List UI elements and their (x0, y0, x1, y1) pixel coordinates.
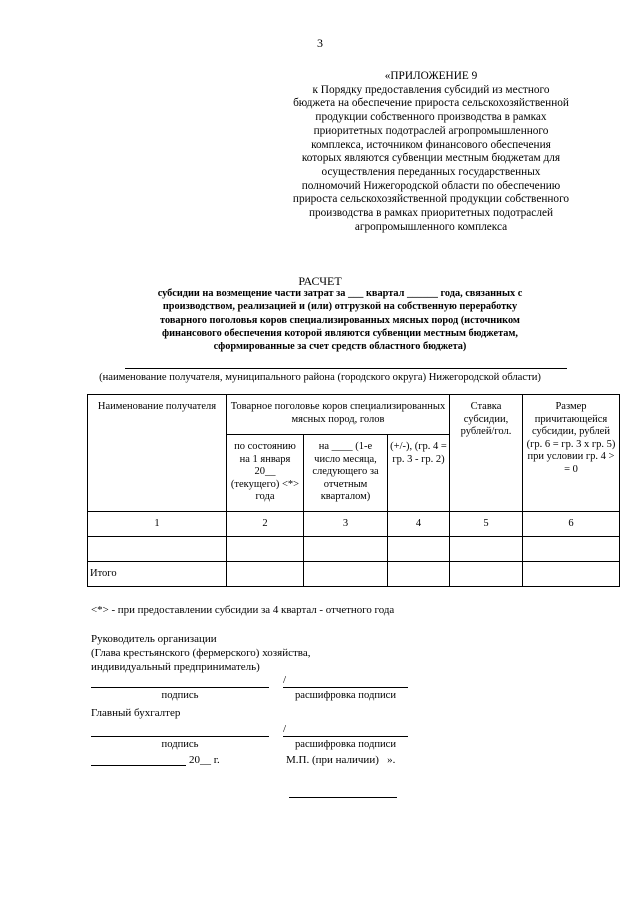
manager-line: индивидуальный предприниматель) (91, 661, 260, 673)
manager-title (91, 632, 310, 674)
column-number: 3 (304, 512, 388, 537)
header-count-period-end: на ____ (1-е число месяца, следующего за отчетным кварталом) (304, 435, 388, 512)
manager-decoding-caption: расшифровка подписи (294, 690, 397, 701)
header-count-change: (+/-), (гр. 4 = гр. 3 - гр. 2) (388, 435, 450, 512)
signature-slash: / (283, 723, 287, 735)
header-livestock-group: Товарное поголовье коров специализированных мясных пород, голов (227, 395, 450, 435)
data-cell (227, 537, 304, 562)
appendix-header (262, 70, 600, 234)
data-cell (388, 537, 450, 562)
accountant-decoding-caption: расшифровка подписи (294, 739, 397, 750)
total-cell (388, 562, 450, 587)
recipient-name-line (125, 368, 567, 369)
accountant-signature-caption: подпись (161, 739, 199, 750)
appendix-line: полномочий Нижегородской области по обеспечению (301, 179, 561, 192)
header-subsidy-rate: Ставка субсидии, рублей/гол. (450, 395, 523, 512)
appendix-line: комплекса, источником финансового обеспечения (311, 138, 551, 151)
appendix-line: производства в рамках приоритетных подотраслей (308, 207, 554, 220)
page-number: 3 (317, 36, 323, 50)
manager-line: (Глава крестьянского (фермерского) хозяйства, (91, 647, 311, 659)
appendix-line: к Порядку предоставления субсидий из местного (312, 83, 550, 96)
manager-line: Руководитель организации (91, 633, 217, 645)
manager-signature-caption: подпись (161, 690, 199, 701)
total-cell (523, 562, 620, 587)
data-cell (523, 537, 620, 562)
appendix-line: приоритетных подотраслей агропромышленного (313, 124, 549, 137)
date-year: 20__ г. (189, 754, 220, 766)
column-number: 4 (388, 512, 450, 537)
manager-signature-line (91, 687, 269, 688)
data-cell (450, 537, 523, 562)
accountant-decoding-line (283, 736, 408, 737)
column-number: 5 (450, 512, 523, 537)
document-title: РАСЧЕТ (298, 274, 342, 288)
calculation-table (87, 394, 620, 587)
appendix-line: осуществления переданных государственных (321, 165, 541, 178)
accountant-signature-line (91, 736, 269, 737)
total-label: Итого (88, 562, 227, 587)
subtitle-line: производством, реализацией и (или) отгрузкой на собственную переработку (162, 301, 518, 313)
total-cell (450, 562, 523, 587)
column-number: 2 (227, 512, 304, 537)
chief-accountant-label: Главный бухгалтер (91, 707, 181, 719)
header-subsidy-amount: Размер причитающейся субсидии, рублей (гр. 6 = гр. 3 x гр. 5) при условии гр. 4 > = 0 (523, 395, 620, 512)
appendix-line: агропромышленного комплекса (354, 220, 508, 233)
appendix-line: которых являются субвенции местным бюджетам для (301, 152, 561, 165)
date-line (91, 765, 186, 766)
footnote: <*> - при предоставлении субсидии за 4 квартал - отчетного года (91, 604, 395, 616)
closing-line (289, 797, 397, 798)
header-recipient-name: Наименование получателя (88, 395, 227, 512)
total-cell (304, 562, 388, 587)
appendix-line: прироста сельскохозяйственной продукции собственного (292, 193, 570, 206)
column-number: 6 (523, 512, 620, 537)
data-cell (304, 537, 388, 562)
header-count-jan1: по состоянию на 1 января 20__ (текущего) <*> года (227, 435, 304, 512)
subtitle-line: сформированные за счет средств областного бюджета) (213, 341, 467, 353)
appendix-line: бюджета на обеспечение прироста сельскохозяйственной (293, 97, 569, 110)
signature-slash: / (283, 674, 287, 686)
recipient-caption: (наименование получателя, муниципального района (городского округа) Нижегородской области) (99, 372, 541, 383)
document-subtitle (90, 287, 590, 353)
subtitle-line: товарного поголовья коров специализированных мясных пород (источником (160, 314, 520, 326)
total-cell (227, 562, 304, 587)
appendix-line: продукции собственного производства в рамках (315, 111, 547, 124)
appendix-title: «ПРИЛОЖЕНИЕ 9 (384, 70, 478, 82)
column-number: 1 (88, 512, 227, 537)
stamp-place: М.П. (при наличии) ». (286, 754, 396, 766)
data-cell (88, 537, 227, 562)
manager-decoding-line (283, 687, 408, 688)
subtitle-line: финансового обеспечения которой являются субвенции местным бюджетам, (161, 327, 518, 339)
subtitle-line: субсидии на возмещение части затрат за ___ квартал ______ года, связанных с (157, 288, 523, 299)
